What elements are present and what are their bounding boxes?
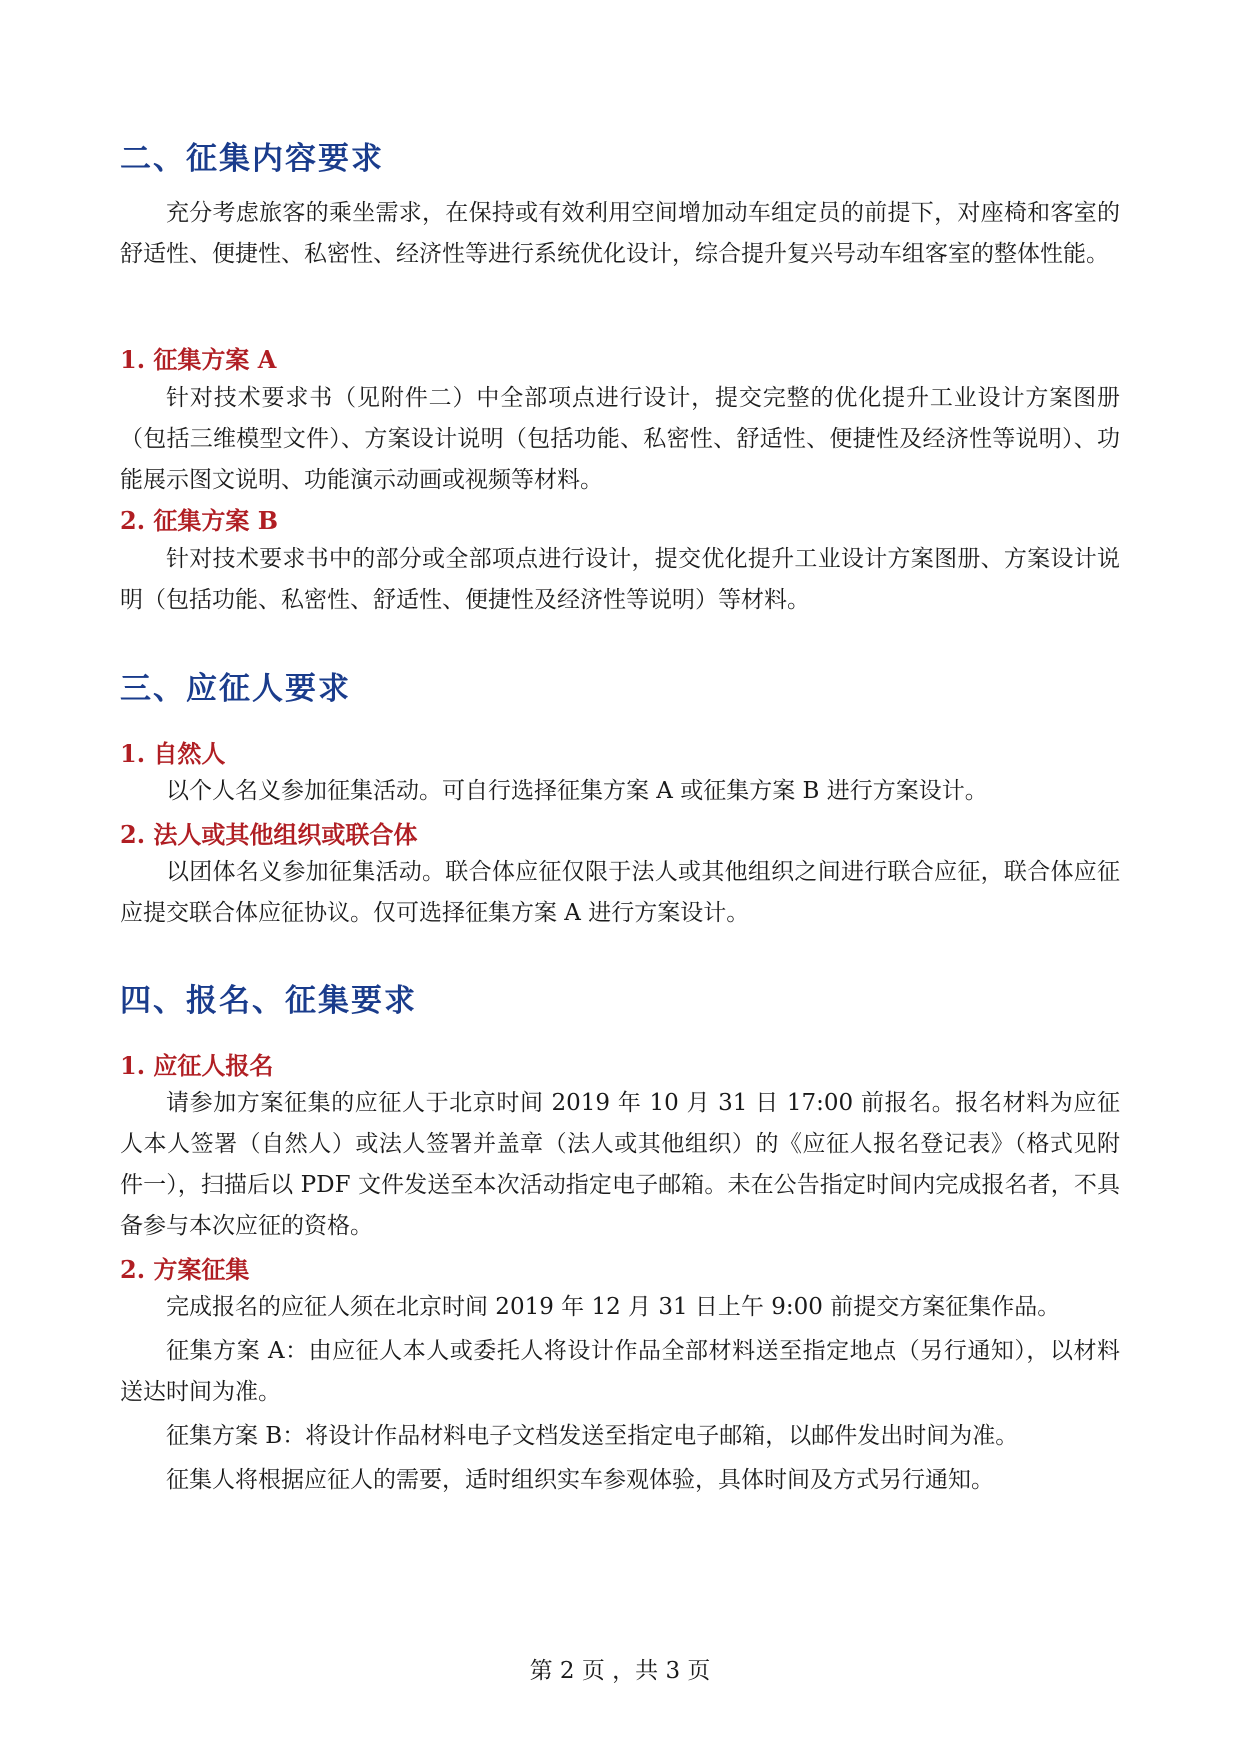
page-number-footer: 第 2 页 ，共 3 页 [529, 1658, 711, 1684]
sub-heading-solicitation: 2. 方案征集 [120, 1255, 250, 1284]
sub-heading-plan-b: 2. 征集方案 B [120, 506, 279, 535]
solicitation-paragraph-deadline: 完成报名的应征人须在北京时间 2019 年 12 月 31 日上午 9:00 前提交方案征集作品。 [166, 1294, 1061, 1320]
plan-a-paragraph: 针对技术要求书（见附件二）中全部项点进行设计，提交完整的优化提升工业设计方案图册（包括三维模型文件）、方案设计说明（包括功能、私密性、舒适性、便捷性及经济性等说明）、功能展示图文说明、功能演示动画或视频等材料。 [120, 385, 1120, 493]
section-heading-applicant: 三、应征人要求 [120, 671, 351, 707]
registration-paragraph: 请参加方案征集的应征人于北京时间 2019 年 10 月 31 日 17:00 前报名。报名材料为应征人本人签署（自然人）或法人签署并盖章（法人或其他组织）的《应征人报名登记表》（格式见附件一），扫描后以 PDF 文件发送至本次活动指定电子邮箱。未在公告指定时间内完成报名者，不具备参与本次应征的资格。 [120, 1090, 1120, 1239]
section-heading-requirements: 二、征集内容要求 [120, 141, 384, 177]
section-heading-registration: 四、报名、征集要求 [120, 983, 417, 1019]
sub-heading-registration: 1. 应征人报名 [120, 1051, 274, 1080]
solicitation-paragraph-visit: 征集人将根据应征人的需要，适时组织实车参观体验，具体时间及方式另行通知。 [166, 1467, 994, 1493]
sub-heading-legal-entity: 2. 法人或其他组织或联合体 [120, 820, 418, 849]
legal-entity-paragraph: 以团体名义参加征集活动。联合体应征仅限于法人或其他组织之间进行联合应征，联合体应征应提交联合体应征协议。仅可选择征集方案 A 进行方案设计。 [120, 859, 1120, 926]
sub-heading-plan-a: 1. 征集方案 A [120, 345, 277, 374]
natural-person-paragraph: 以个人名义参加征集活动。可自行选择征集方案 A 或征集方案 B 进行方案设计。 [166, 778, 988, 804]
solicitation-paragraph-plan-b: 征集方案 B：将设计作品材料电子文档发送至指定电子邮箱，以邮件发出时间为准。 [166, 1423, 1019, 1449]
solicitation-paragraph-plan-a: 征集方案 A：由应征人本人或委托人将设计作品全部材料送至指定地点（另行通知），以材料送达时间为准。 [120, 1338, 1120, 1405]
section-intro-paragraph: 充分考虑旅客的乘坐需求，在保持或有效利用空间增加动车组定员的前提下，对座椅和客室的舒适性、便捷性、私密性、经济性等进行系统优化设计，综合提升复兴号动车组客室的整体性能。 [120, 200, 1120, 267]
page-content [120, 0, 1120, 1754]
sub-heading-natural-person: 1. 自然人 [120, 739, 226, 768]
plan-b-paragraph: 针对技术要求书中的部分或全部项点进行设计，提交优化提升工业设计方案图册、方案设计说明（包括功能、私密性、舒适性、便捷性及经济性等说明）等材料。 [120, 546, 1120, 613]
